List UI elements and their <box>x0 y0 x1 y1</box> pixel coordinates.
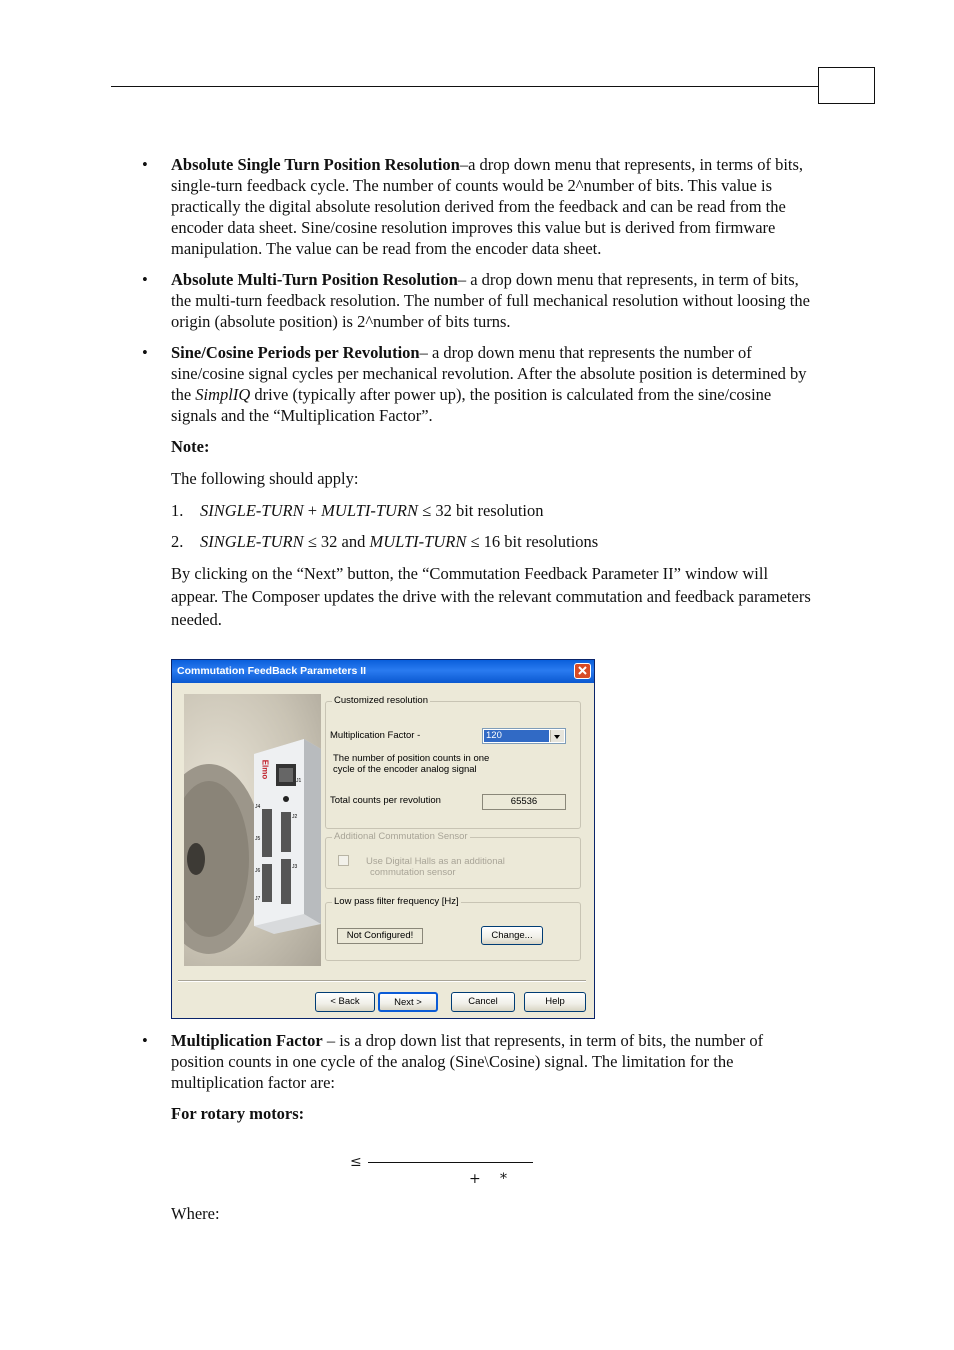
back-button[interactable]: < Back <box>315 992 375 1012</box>
desc-sine-cosine-a: – a drop down menu that represents the number of sine/cosine signal cycles per mechanical revolution. After the absolute position is determined by the <box>171 343 807 404</box>
chevron-down-icon[interactable] <box>550 730 564 742</box>
filter-value: Not Configured! <box>337 928 423 944</box>
rule-term-b: MULTI-TURN <box>321 501 419 520</box>
group-legend-sensor: Additional Commutation Sensor <box>334 831 468 842</box>
group-customized-resolution <box>325 695 581 829</box>
rule-term-a: SINGLE-TURN <box>200 532 304 551</box>
next-paragraph: By clicking on the “Next” button, the “Commutation Feedback Parameter II” window will appear. The Composer updates the drive with the relevant commutation and feedback parameters needed. <box>171 564 811 629</box>
header-rule <box>111 86 819 87</box>
bullet-dot: • <box>142 1031 148 1050</box>
j2-label: J2 <box>292 814 298 820</box>
counts-desc-line2: cycle of the encoder analog signal <box>333 764 477 775</box>
rule-item-2 <box>171 531 816 552</box>
term-multi-turn: Absolute Multi-Turn Position Resolution <box>171 270 458 289</box>
formula-fraction-bar <box>368 1162 533 1163</box>
desc-multiplication-factor: – is a drop down list that represents, in term of bits, the number of position counts in one cycle of the analog (Sine\Cosine) signal. The limitation for the multiplication factor are: <box>171 1031 764 1092</box>
halls-label-line2: commutation sensor <box>370 867 456 878</box>
bullet-dot: • <box>142 155 148 174</box>
simpliq-term: SimplIQ <box>195 385 251 404</box>
rule-term-b: MULTI-TURN <box>369 532 467 551</box>
j7-label: J7 <box>255 896 261 902</box>
close-button[interactable] <box>574 663 591 679</box>
group-legend-resolution: Customized resolution <box>334 695 428 706</box>
halls-checkbox[interactable] <box>338 855 349 866</box>
term-sine-cosine: Sine/Cosine Periods per Revolution <box>171 343 420 362</box>
total-counts-value: 65536 <box>482 794 566 810</box>
mult-factor-label: Multiplication Factor - <box>330 730 421 741</box>
rule-number: 2. <box>171 532 184 551</box>
formula-star-symbol: * <box>500 1171 507 1187</box>
where-label: Where: <box>171 1204 220 1223</box>
commutation-feedback-dialog <box>171 659 595 1019</box>
rule-op: ≤ 32 and <box>303 532 370 551</box>
rotary-motors-label: For rotary motors: <box>171 1104 305 1123</box>
bullet-dot: • <box>142 270 148 289</box>
desc-single-turn: –a drop down menu that represents, in terms of bits, single-turn feedback cycle. The number of counts would be 2^number of bits. This value is practically the digital absolute resolution derived from the feedback and can be read from the encoder data sheet. Sine/cosine resolution improves this value but is derived from firmware manipulation. The value can be read from the encoder data sheet. <box>171 155 804 258</box>
apply-text: The following should apply: <box>171 469 359 488</box>
page-number-box <box>818 67 875 104</box>
mult-factor-select[interactable] <box>482 728 566 744</box>
rule-op: + <box>303 501 322 520</box>
j1-label: J1 <box>296 778 302 784</box>
lower-body <box>142 1030 816 1135</box>
rule-rest: ≤ 32 bit resolution <box>418 501 544 520</box>
rule-rest: ≤ 16 bit resolutions <box>466 532 599 551</box>
term-single-turn: Absolute Single Turn Position Resolution <box>171 155 460 174</box>
next-button[interactable]: Next > <box>378 992 438 1012</box>
document-body <box>142 154 816 642</box>
formula-le-symbol: ≤ <box>350 1154 362 1170</box>
bullet-multiplication-factor <box>142 1030 816 1093</box>
dialog-title: Commutation FeedBack Parameters II <box>172 660 594 683</box>
drive-image-icon <box>184 694 321 966</box>
formula-plus-symbol: + <box>469 1171 481 1187</box>
bullet-multi-turn <box>142 269 816 332</box>
rule-number: 1. <box>171 501 184 520</box>
brand-label: Elmo <box>260 759 270 780</box>
note-label: Note: <box>171 437 210 456</box>
bullet-dot: • <box>142 343 148 362</box>
counts-desc-line1: The number of position counts in one <box>333 753 490 764</box>
halls-label-line1: Use Digital Halls as an additional <box>366 856 505 867</box>
rule-item-1 <box>171 500 816 521</box>
drive-illustration <box>184 694 321 966</box>
close-icon <box>575 664 590 678</box>
j5-label: J5 <box>255 836 261 842</box>
mult-factor-value: 120 <box>484 730 549 742</box>
group-low-pass-filter <box>325 896 581 961</box>
dialog-separator <box>178 980 586 982</box>
bullet-sine-cosine <box>142 342 816 426</box>
total-counts-label: Total counts per revolution <box>330 795 441 806</box>
j6-label: J6 <box>255 868 261 874</box>
term-multiplication-factor: Multiplication Factor <box>171 1031 323 1050</box>
desc-multi-turn: – a drop down menu that represents, in term of bits, the multi-turn feedback resolution. The number of full mechanical resolution without loosing the origin (absolute position) is 2^number of bits turns. <box>171 270 810 331</box>
j4-label: J4 <box>255 804 261 810</box>
j3-label: J3 <box>292 864 298 870</box>
bullet-single-turn <box>142 154 816 259</box>
desc-sine-cosine-b: drive (typically after power up), the position is calculated from the sine/cosine signals and the “Multiplication Factor”. <box>171 385 772 425</box>
cancel-button[interactable]: Cancel <box>451 992 515 1012</box>
group-legend-filter: Low pass filter frequency [Hz] <box>334 896 459 907</box>
change-button[interactable]: Change... <box>481 926 543 945</box>
help-button[interactable]: Help <box>524 992 586 1012</box>
group-commutation-sensor <box>325 831 581 889</box>
rule-term-a: SINGLE-TURN <box>200 501 304 520</box>
